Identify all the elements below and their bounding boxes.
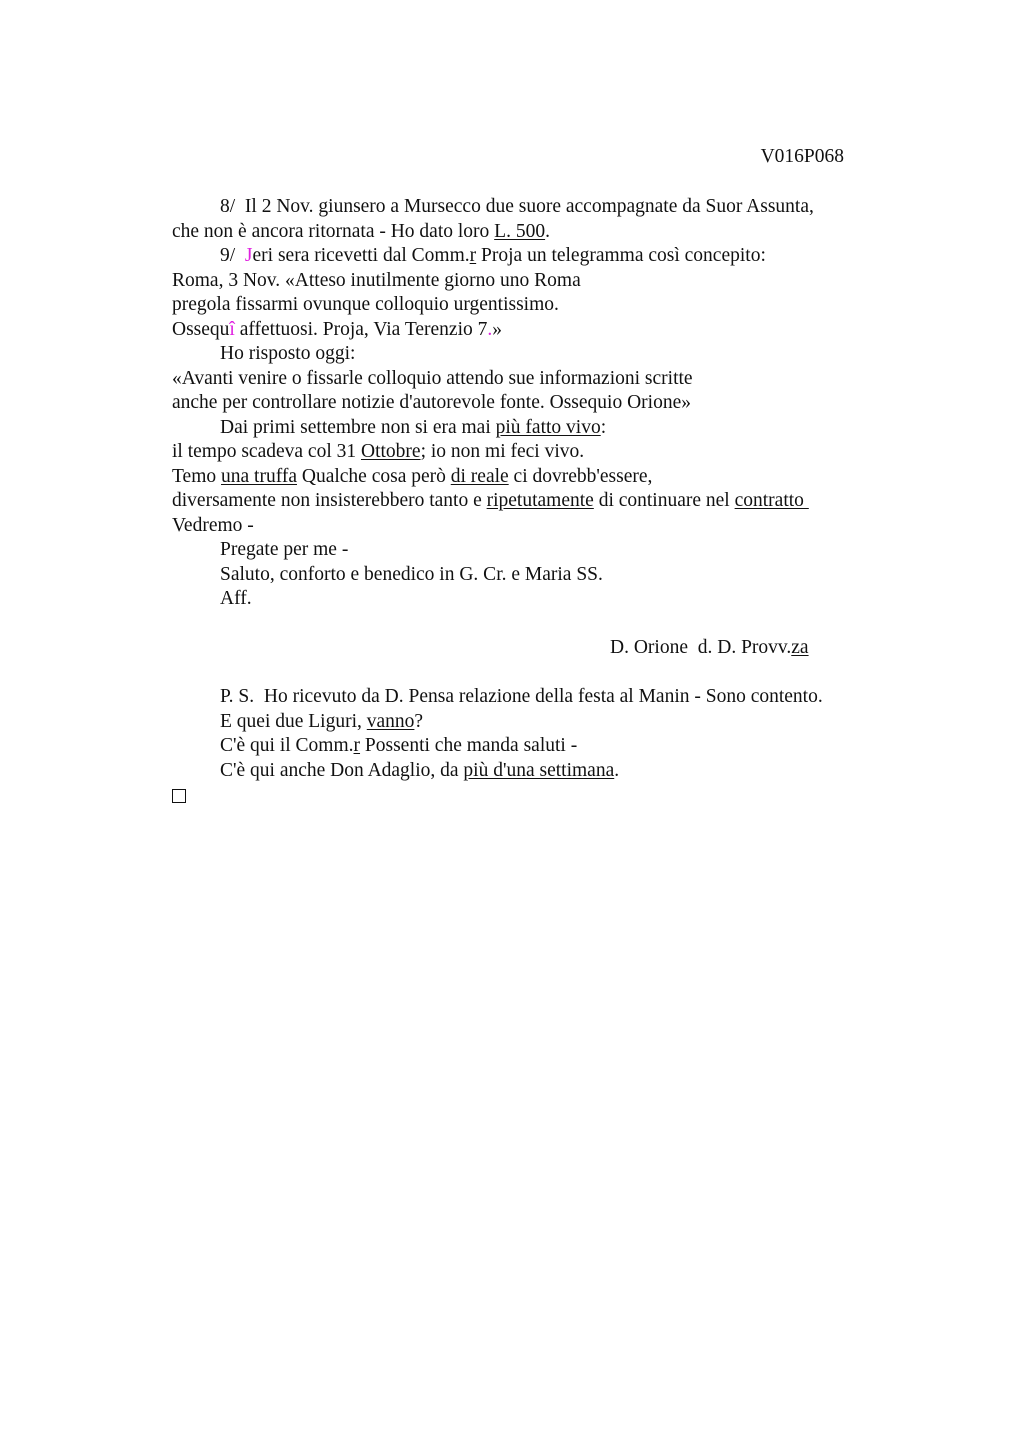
telegram-line-3: Ossequî affettuosi. Proja, Via Terenzio 7.» xyxy=(172,318,502,340)
closing-line-1: Pregate per me - xyxy=(220,539,349,560)
telegram-line-2: pregola fissarmi ovunque colloquio urgentissimo. xyxy=(172,294,559,315)
paragraph-line-4: diversamente non insisterebbero tanto e ripetutamente di continuare nel contratto xyxy=(172,490,809,511)
paragraph-line-5: Vedremo - xyxy=(172,514,254,536)
telegram-line-1: Roma, 3 Nov. «Atteso inutilmente giorno uno Roma xyxy=(172,269,581,291)
paragraph-line-1: Dai primi settembre non si era mai più fatto vivo: xyxy=(220,416,607,438)
end-marker xyxy=(172,783,892,808)
signature: D. Orione d. D. Provv.za xyxy=(610,637,809,658)
reply-line-1: «Avanti venire o fissarle colloquio attendo sue informazioni scritte xyxy=(172,367,693,389)
letter-body xyxy=(172,195,892,808)
reply-line-2: anche per controllare notizie d'autorevole fonte. Ossequio Orione» xyxy=(172,392,691,413)
closing-line-2: Saluto, conforto e benedico in G. Cr. e Maria SS. xyxy=(220,563,603,585)
paragraph-8-line-1: 8/ Il 2 Nov. giunsero a Mursecco due suore accompagnate da Suor Assunta, xyxy=(220,196,814,217)
paragraph-9-line-1: 9/ Jeri sera ricevetti dal Comm.r Proja un telegramma così concepito: xyxy=(220,245,766,266)
highlighted-letter: J xyxy=(244,245,253,266)
paragraph-line-2: il tempo scadeva col 31 Ottobre; io non mi feci vivo. xyxy=(172,441,585,462)
ps-line-1: P. S. Ho ricevuto da D. Pensa relazione della festa al Manin - Sono contento. xyxy=(220,686,823,707)
closing-line-3: Aff. xyxy=(220,588,252,609)
ps-line-2: E quei due Liguri, vanno? xyxy=(220,710,424,732)
paragraph-8-line-2: che non è ancora ritornata - Ho dato loro L. 500. xyxy=(172,220,550,242)
square-box-icon xyxy=(172,789,186,803)
reply-intro: Ho risposto oggi: xyxy=(220,343,356,364)
ps-line-3: C'è qui il Comm.r Possenti che manda saluti - xyxy=(220,735,578,756)
document-ref-code: V016P068 xyxy=(760,146,844,167)
amount-underlined: L. 500 xyxy=(494,220,546,242)
paragraph-line-3: Temo una truffa Qualche cosa però di reale ci dovrebb'essere, xyxy=(172,465,653,487)
ps-line-4: C'è qui anche Don Adaglio, da più d'una settimana. xyxy=(220,759,620,781)
